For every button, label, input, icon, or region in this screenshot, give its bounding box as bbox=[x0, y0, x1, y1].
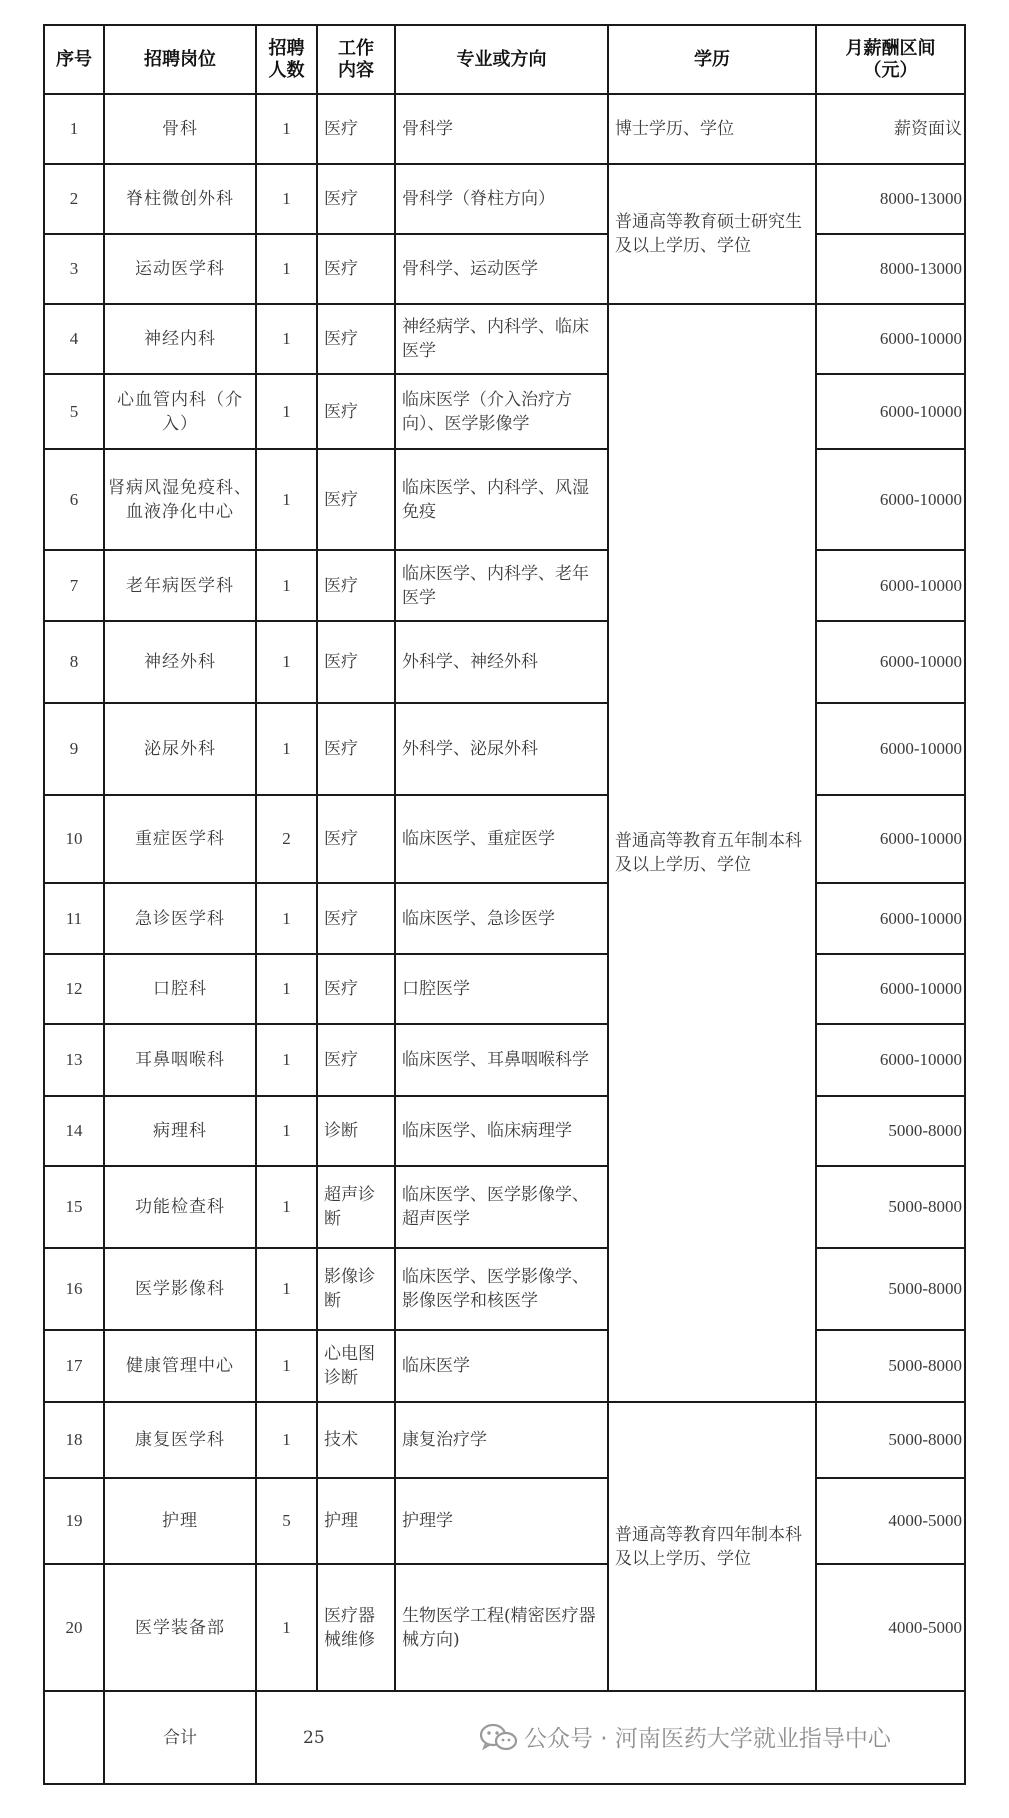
header-salary-line1: 月薪酬区间 bbox=[845, 37, 936, 59]
row-position: 口腔科 bbox=[104, 954, 256, 1024]
row-major: 骨科学、运动医学 bbox=[395, 234, 608, 304]
total-label: 合计 bbox=[104, 1691, 256, 1784]
row-work: 医疗 bbox=[317, 374, 395, 449]
row-count: 1 bbox=[256, 1166, 317, 1248]
table-row bbox=[44, 1330, 965, 1402]
table-row bbox=[44, 621, 965, 703]
row-count: 1 bbox=[256, 1248, 317, 1330]
row-no: 11 bbox=[44, 883, 104, 954]
row-salary: 6000-10000 bbox=[816, 703, 965, 795]
header-position: 招聘岗位 bbox=[104, 25, 256, 94]
row-education-masters: 普通高等教育硕士研究生及以上学历、学位 bbox=[608, 164, 816, 304]
row-salary: 5000-8000 bbox=[816, 1096, 965, 1166]
table-row bbox=[44, 1402, 965, 1478]
row-salary: 6000-10000 bbox=[816, 621, 965, 703]
row-major: 神经病学、内科学、临床医学 bbox=[395, 304, 608, 374]
row-work: 医疗 bbox=[317, 703, 395, 795]
row-no: 16 bbox=[44, 1248, 104, 1330]
row-count: 1 bbox=[256, 94, 317, 164]
row-salary: 6000-10000 bbox=[816, 374, 965, 449]
row-major: 骨科学 bbox=[395, 94, 608, 164]
row-major: 临床医学、重症医学 bbox=[395, 795, 608, 883]
watermark-text: 公众号 · 河南医药大学就业指导中心 bbox=[524, 1726, 891, 1752]
row-work: 医疗 bbox=[317, 883, 395, 954]
row-work: 医疗 bbox=[317, 94, 395, 164]
row-position: 康复医学科 bbox=[104, 1402, 256, 1478]
row-no: 10 bbox=[44, 795, 104, 883]
header-no: 序号 bbox=[44, 25, 104, 94]
table-row bbox=[44, 94, 965, 164]
row-work: 医疗 bbox=[317, 164, 395, 234]
table-row bbox=[44, 1096, 965, 1166]
row-work: 医疗 bbox=[317, 954, 395, 1024]
row-major: 外科学、泌尿外科 bbox=[395, 703, 608, 795]
row-position: 病理科 bbox=[104, 1096, 256, 1166]
row-no: 14 bbox=[44, 1096, 104, 1166]
row-major: 临床医学、医学影像学、超声医学 bbox=[395, 1166, 608, 1248]
row-education-five-year: 普通高等教育五年制本科及以上学历、学位 bbox=[608, 304, 816, 1402]
row-count: 1 bbox=[256, 621, 317, 703]
row-salary: 6000-10000 bbox=[816, 1024, 965, 1096]
row-salary: 5000-8000 bbox=[816, 1166, 965, 1248]
table-row bbox=[44, 795, 965, 883]
row-salary: 5000-8000 bbox=[816, 1330, 965, 1402]
row-salary: 5000-8000 bbox=[816, 1402, 965, 1478]
row-major: 生物医学工程(精密医疗器械方向) bbox=[395, 1564, 608, 1691]
header-count bbox=[256, 25, 317, 94]
header-count-line2: 人数 bbox=[268, 59, 305, 81]
row-no: 18 bbox=[44, 1402, 104, 1478]
table-row bbox=[44, 374, 965, 449]
row-position: 心血管内科（介入） bbox=[104, 374, 256, 449]
row-position: 老年病医学科 bbox=[104, 550, 256, 621]
row-major: 临床医学、内科学、老年医学 bbox=[395, 550, 608, 621]
row-position: 运动医学科 bbox=[104, 234, 256, 304]
recruitment-table bbox=[43, 24, 966, 1785]
row-no: 7 bbox=[44, 550, 104, 621]
row-education: 博士学历、学位 bbox=[608, 94, 816, 164]
row-major: 口腔医学 bbox=[395, 954, 608, 1024]
row-salary: 5000-8000 bbox=[816, 1248, 965, 1330]
row-no: 12 bbox=[44, 954, 104, 1024]
row-count: 1 bbox=[256, 304, 317, 374]
header-work bbox=[317, 25, 395, 94]
table-row bbox=[44, 304, 965, 374]
row-count: 1 bbox=[256, 954, 317, 1024]
row-major: 外科学、神经外科 bbox=[395, 621, 608, 703]
row-salary: 4000-5000 bbox=[816, 1564, 965, 1691]
table-row bbox=[44, 883, 965, 954]
row-major: 骨科学（脊柱方向） bbox=[395, 164, 608, 234]
row-no: 4 bbox=[44, 304, 104, 374]
row-count: 1 bbox=[256, 164, 317, 234]
header-row bbox=[44, 25, 965, 94]
row-salary: 薪资面议 bbox=[816, 94, 965, 164]
table-row bbox=[44, 954, 965, 1024]
row-no: 19 bbox=[44, 1478, 104, 1564]
row-count: 1 bbox=[256, 550, 317, 621]
row-major: 临床医学、内科学、风湿免疫 bbox=[395, 449, 608, 550]
row-position: 脊柱微创外科 bbox=[104, 164, 256, 234]
row-education-four-year: 普通高等教育四年制本科及以上学历、学位 bbox=[608, 1402, 816, 1691]
row-count: 1 bbox=[256, 1096, 317, 1166]
row-no: 5 bbox=[44, 374, 104, 449]
row-no: 6 bbox=[44, 449, 104, 550]
row-count: 1 bbox=[256, 1564, 317, 1691]
row-position: 健康管理中心 bbox=[104, 1330, 256, 1402]
row-major: 临床医学、医学影像学、影像医学和核医学 bbox=[395, 1248, 608, 1330]
row-major: 康复治疗学 bbox=[395, 1402, 608, 1478]
row-no: 1 bbox=[44, 94, 104, 164]
row-count: 1 bbox=[256, 234, 317, 304]
row-count: 1 bbox=[256, 1402, 317, 1478]
total-empty-cell bbox=[44, 1691, 104, 1784]
row-count: 1 bbox=[256, 374, 317, 449]
row-major: 临床医学、耳鼻咽喉科学 bbox=[395, 1024, 608, 1096]
row-work: 医疗 bbox=[317, 621, 395, 703]
row-position: 重症医学科 bbox=[104, 795, 256, 883]
row-no: 15 bbox=[44, 1166, 104, 1248]
row-position: 神经内科 bbox=[104, 304, 256, 374]
row-count: 2 bbox=[256, 795, 317, 883]
row-no: 8 bbox=[44, 621, 104, 703]
header-work-line2: 内容 bbox=[338, 59, 374, 81]
table-row bbox=[44, 1564, 965, 1691]
row-position: 耳鼻咽喉科 bbox=[104, 1024, 256, 1096]
row-salary: 4000-5000 bbox=[816, 1478, 965, 1564]
table-row bbox=[44, 1024, 965, 1096]
row-position: 急诊医学科 bbox=[104, 883, 256, 954]
row-count: 1 bbox=[256, 703, 317, 795]
header-work-line1: 工作 bbox=[338, 37, 374, 59]
watermark bbox=[478, 1720, 891, 1753]
row-no: 13 bbox=[44, 1024, 104, 1096]
row-work: 护理 bbox=[317, 1478, 395, 1564]
row-salary: 8000-13000 bbox=[816, 164, 965, 234]
row-position: 护理 bbox=[104, 1478, 256, 1564]
row-salary: 8000-13000 bbox=[816, 234, 965, 304]
row-work: 超声诊断 bbox=[317, 1166, 395, 1248]
row-salary: 6000-10000 bbox=[816, 883, 965, 954]
row-position: 肾病风湿免疫科、血液净化中心 bbox=[104, 449, 256, 550]
header-education: 学历 bbox=[608, 25, 816, 94]
row-no: 17 bbox=[44, 1330, 104, 1402]
row-work: 医疗 bbox=[317, 795, 395, 883]
row-no: 3 bbox=[44, 234, 104, 304]
row-work: 心电图诊断 bbox=[317, 1330, 395, 1402]
row-major: 护理学 bbox=[395, 1478, 608, 1564]
row-work: 影像诊断 bbox=[317, 1248, 395, 1330]
row-count: 5 bbox=[256, 1478, 317, 1564]
row-count: 1 bbox=[256, 1024, 317, 1096]
row-work: 医疗器械维修 bbox=[317, 1564, 395, 1691]
row-major: 临床医学、临床病理学 bbox=[395, 1096, 608, 1166]
row-position: 泌尿外科 bbox=[104, 703, 256, 795]
row-work: 医疗 bbox=[317, 304, 395, 374]
total-value: 25 bbox=[256, 1691, 965, 1784]
row-no: 2 bbox=[44, 164, 104, 234]
row-salary: 6000-10000 bbox=[816, 795, 965, 883]
table-row bbox=[44, 1166, 965, 1248]
header-salary bbox=[816, 25, 965, 94]
row-salary: 6000-10000 bbox=[816, 550, 965, 621]
row-work: 诊断 bbox=[317, 1096, 395, 1166]
row-work: 技术 bbox=[317, 1402, 395, 1478]
row-salary: 6000-10000 bbox=[816, 954, 965, 1024]
row-no: 9 bbox=[44, 703, 104, 795]
table-row bbox=[44, 1248, 965, 1330]
table-row bbox=[44, 164, 965, 234]
table-row bbox=[44, 234, 965, 304]
table-row bbox=[44, 1478, 965, 1564]
row-count: 1 bbox=[256, 1330, 317, 1402]
row-position: 骨科 bbox=[104, 94, 256, 164]
row-salary: 6000-10000 bbox=[816, 304, 965, 374]
table-row bbox=[44, 449, 965, 550]
row-position: 功能检查科 bbox=[104, 1166, 256, 1248]
row-work: 医疗 bbox=[317, 234, 395, 304]
row-major: 临床医学（介入治疗方向）、医学影像学 bbox=[395, 374, 608, 449]
row-position: 神经外科 bbox=[104, 621, 256, 703]
table-row bbox=[44, 703, 965, 795]
row-position: 医学装备部 bbox=[104, 1564, 256, 1691]
row-major: 临床医学、急诊医学 bbox=[395, 883, 608, 954]
row-position: 医学影像科 bbox=[104, 1248, 256, 1330]
row-major: 临床医学 bbox=[395, 1330, 608, 1402]
header-count-line1: 招聘 bbox=[268, 37, 305, 59]
row-work: 医疗 bbox=[317, 449, 395, 550]
header-salary-line2: （元） bbox=[863, 59, 918, 81]
row-no: 20 bbox=[44, 1564, 104, 1691]
table-row bbox=[44, 550, 965, 621]
row-count: 1 bbox=[256, 449, 317, 550]
row-work: 医疗 bbox=[317, 1024, 395, 1096]
row-work: 医疗 bbox=[317, 550, 395, 621]
row-count: 1 bbox=[256, 883, 317, 954]
wechat-icon bbox=[478, 1722, 518, 1752]
header-major: 专业或方向 bbox=[395, 25, 608, 94]
row-salary: 6000-10000 bbox=[816, 449, 965, 550]
